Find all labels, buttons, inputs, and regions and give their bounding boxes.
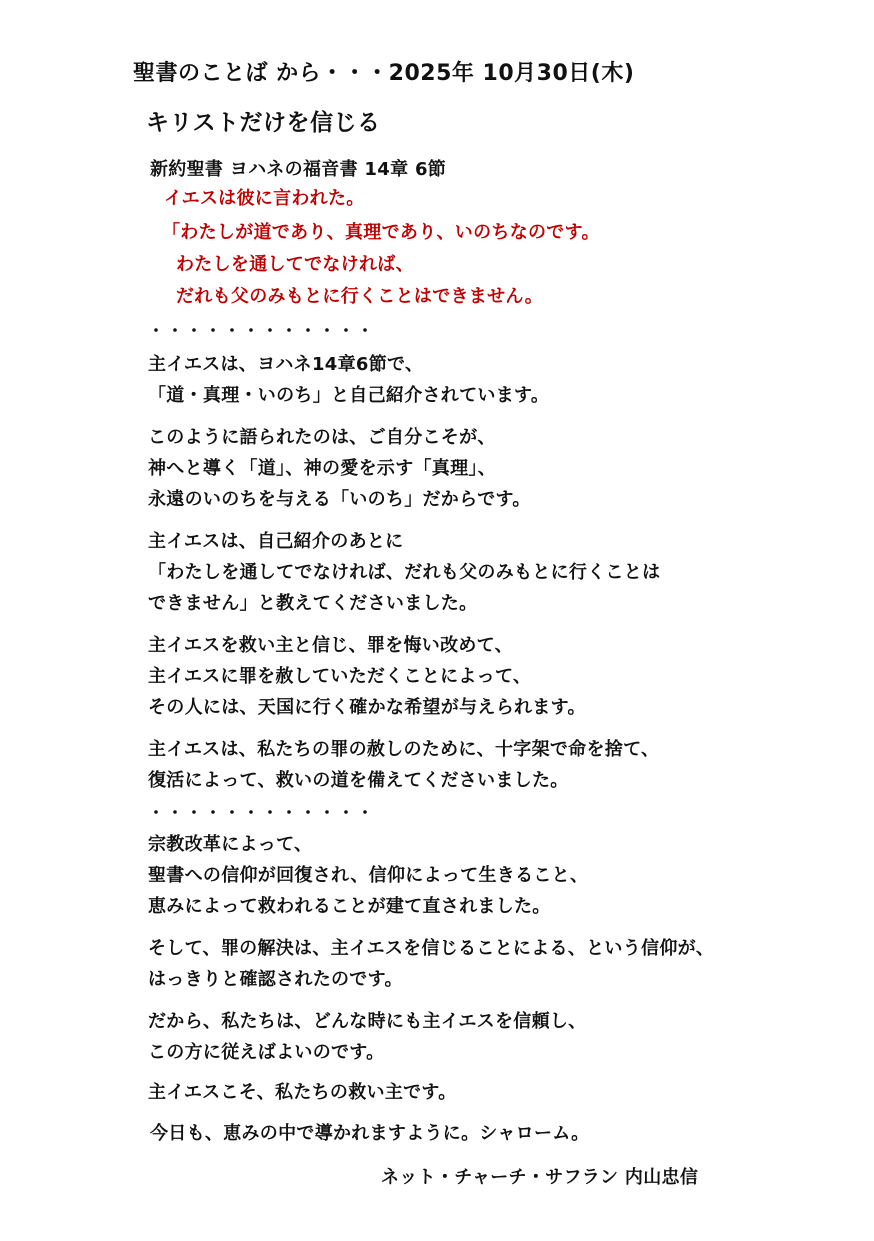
verse-line: イエスは彼に言われた。	[164, 188, 365, 209]
body-line: 主イエスを救い主と信じ、罪を悔い改めて、	[148, 635, 513, 656]
verse-line: 「わたしが道であり、真理であり、いのちなのです。	[162, 222, 600, 243]
body-line: 主イエスは、ヨハネ14章6節で、	[148, 354, 424, 375]
verse-line: だれも父のみもとに行くことはできません。	[176, 286, 544, 307]
document-title: キリストだけを信じる	[146, 110, 381, 136]
section-separator: ・・・・・・・・・・・・	[148, 321, 377, 340]
body-line: その人には、天国に行く確かな希望が与えられます。	[148, 697, 586, 718]
scripture-reference: 新約聖書 ヨハネの福音書 14章 6節	[150, 159, 447, 180]
body-line: 主イエスに罪を赦していただくことによって、	[148, 666, 532, 687]
verse-line: わたしを通してでなければ、	[176, 254, 414, 275]
document-header: 聖書のことば から・・・2025年 10月30日(木)	[133, 61, 635, 86]
body-line: 聖書への信仰が回復され、信仰によって生きること、	[148, 865, 589, 886]
body-line: 宗教改革によって、	[148, 834, 313, 855]
body-line: この方に従えばよいのです。	[148, 1042, 385, 1063]
section-separator: ・・・・・・・・・・・・	[148, 803, 377, 822]
body-line: 永遠のいのちを与える「いのち」だからです。	[148, 489, 531, 510]
body-line: このように語られたのは、ご自分こそが、	[148, 427, 496, 448]
body-line: はっきりと確認されたのです。	[148, 969, 403, 990]
body-line: 「わたしを通してでなければ、だれも父のみもとに行くことは	[148, 562, 661, 583]
body-line: できません」と教えてくださいました。	[148, 593, 478, 614]
body-line: 「道・真理・いのち」と自己紹介されています。	[148, 385, 550, 406]
body-line: 恵みによって救われることが建て直されました。	[148, 896, 551, 917]
author-signature: ネット・チャーチ・サフラン 内山忠信	[381, 1167, 699, 1188]
body-line: だから、私たちは、どんな時にも主イエスを信頼し、	[148, 1011, 587, 1032]
body-line: そして、罪の解決は、主イエスを信じることによる、という信仰が、	[148, 938, 715, 959]
closing-blessing: 今日も、恵みの中で導かれますように。シャローム。	[150, 1123, 590, 1144]
body-line: 主イエスは、自己紹介のあとに	[148, 531, 404, 552]
body-line: 復活によって、救いの道を備えてくださいました。	[148, 770, 569, 791]
body-line: 主イエスは、私たちの罪の赦しのために、十字架で命を捨て、	[148, 739, 660, 760]
body-line: 主イエスこそ、私たちの救い主です。	[148, 1082, 457, 1103]
body-line: 神へと導く「道」、神の愛を示す「真理」、	[148, 458, 496, 479]
